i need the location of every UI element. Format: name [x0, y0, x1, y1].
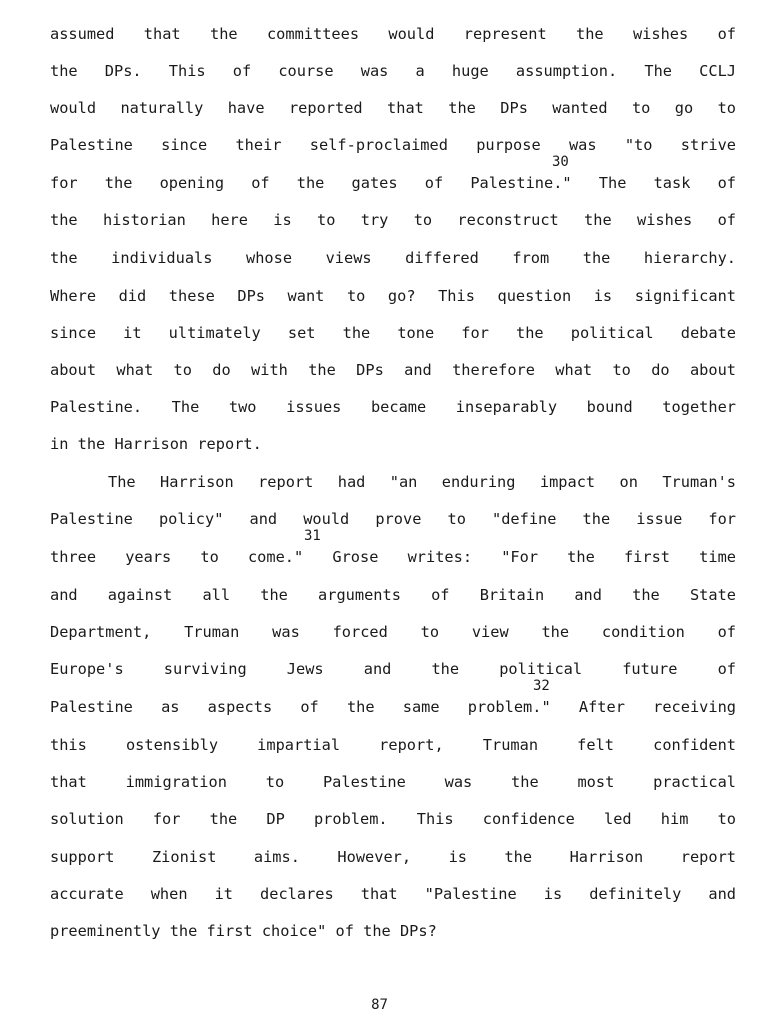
text-line-17: Department, Truman was forced to view the condition of: [50, 623, 736, 641]
text-line-5: for the opening of the gates of Palestine." The task of: [50, 174, 736, 192]
text-line-21: that immigration to Palestine was the most practical: [50, 773, 736, 791]
text-line-23: support Zionist aims. However, is the Harrison report: [50, 848, 736, 866]
text-line-22: solution for the DP problem. This confidence led him to: [50, 810, 736, 828]
text-line-6: the historian here is to try to reconstruct the wishes of: [50, 211, 736, 229]
text-line-20: this ostensibly impartial report, Truman felt confident: [50, 736, 736, 754]
text-line-2: the DPs. This of course was a huge assumption. The CCLJ: [50, 62, 736, 80]
text-line-10: about what to do with the DPs and therefore what to do about: [50, 361, 736, 379]
text-line-14: Palestine policy" and would prove to "define the issue for: [50, 510, 736, 528]
footnote-marker-30: 30: [552, 154, 569, 170]
text-line-24: accurate when it declares that "Palestine is definitely and: [50, 885, 736, 903]
text-line-8: Where did these DPs want to go? This question is significant: [50, 287, 736, 305]
text-line-1: assumed that the committees would represent the wishes of: [50, 25, 736, 43]
page-number: 87: [371, 997, 388, 1013]
footnote-marker-31: 31: [304, 528, 321, 544]
text-line-18: Europe's surviving Jews and the political future of: [50, 660, 736, 678]
text-line-11: Palestine. The two issues became inseparably bound together: [50, 398, 736, 416]
text-line-4: Palestine since their self-proclaimed purpose was "to strive: [50, 136, 736, 154]
text-line-3: would naturally have reported that the DPs wanted to go to: [50, 99, 736, 117]
text-line-16: and against all the arguments of Britain and the State: [50, 586, 736, 604]
text-line-15: three years to come." Grose writes: "For the first time: [50, 548, 736, 566]
text-line-9: since it ultimately set the tone for the political debate: [50, 324, 736, 342]
text-line-19: Palestine as aspects of the same problem." After receiving: [50, 698, 736, 716]
text-line-7: the individuals whose views differed from the hierarchy.: [50, 249, 736, 267]
text-line-25: preeminently the first choice" of the DPs?: [50, 922, 437, 940]
text-line-13: The Harrison report had "an enduring impact on Truman's: [108, 473, 736, 491]
text-line-12: in the Harrison report.: [50, 435, 262, 453]
footnote-marker-32: 32: [533, 678, 550, 694]
